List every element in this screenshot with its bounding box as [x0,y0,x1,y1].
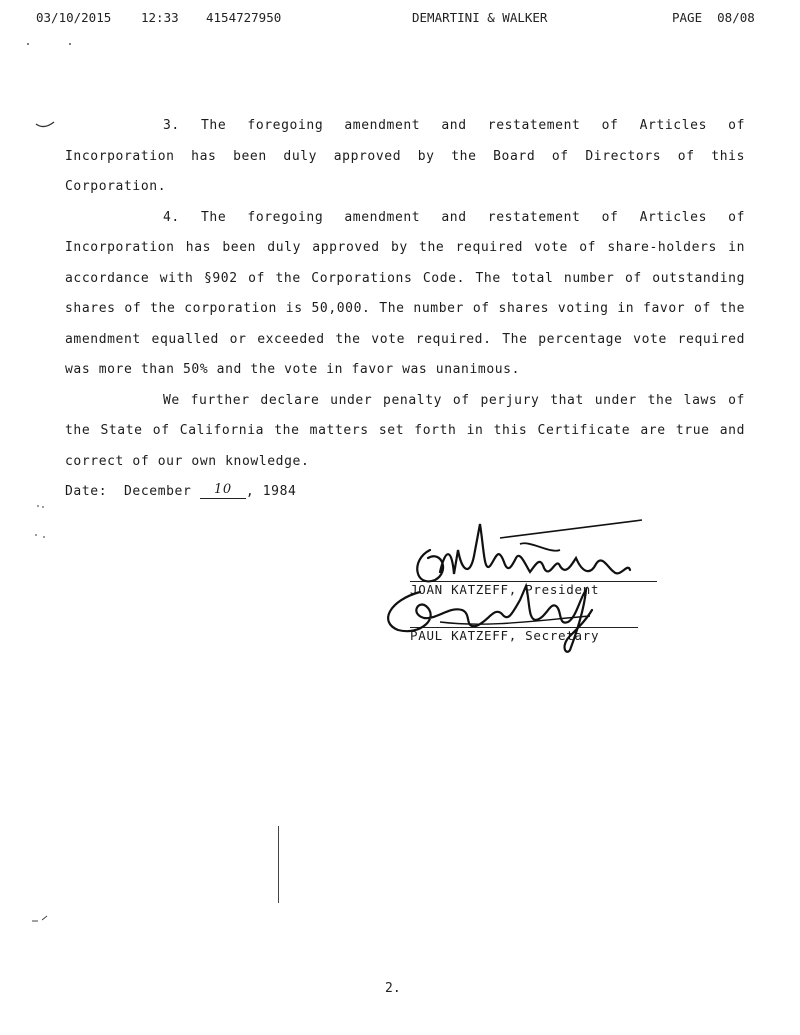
handwritten-signatures [380,510,680,660]
declaration-paragraph: We further declare under penalty of perjury that under the laws of the State of California the matters set forth in this Certificate are true and correct of our own knowledge. [65,392,745,469]
scan-line [278,826,279,903]
date-year: , 1984 [245,484,297,499]
date-label: Date: [65,484,108,499]
date-month: December [124,484,192,499]
margin-tick-mark [34,118,58,132]
scan-speck [28,912,52,926]
signature-block [380,510,680,660]
fax-date: 03/10/2015 [36,10,112,25]
signer-2-name: PAUL KATZEFF, Secretary [410,628,600,643]
fax-page-count: PAGE 08/08 [672,10,755,25]
fax-firm: DEMARTINI & WALKER [412,10,548,25]
fax-time: 12:33 [141,10,179,25]
date-line [65,477,745,508]
fax-phone: 4154727950 [206,10,282,25]
fax-header [0,10,800,30]
date-day-handwritten: 10 [200,482,246,499]
paragraph-4: 4. The foregoing amendment and restatement of Articles of Incorporation has been duly approved by the required vote of share-holders in accordance with §902 of the Corporations Code. The total number of outstanding shares of the corporation is 50,000. The number of shares voting in favor of the amendment equalled or exceeded the vote required. The percentage vote required was more than 50% and the vote in favor was unanimous. [65,209,745,377]
scan-speck [32,502,52,542]
paragraph-3: 3. The foregoing amendment and restatement of Articles of Incorporation has been duly approved by the Board of Directors of this Corporation. [65,118,745,194]
document-body [65,111,745,508]
page-number: 2. [385,981,401,996]
signer-1-name: JOAN KATZEFF, President [410,582,600,597]
scan-speck [20,38,80,52]
